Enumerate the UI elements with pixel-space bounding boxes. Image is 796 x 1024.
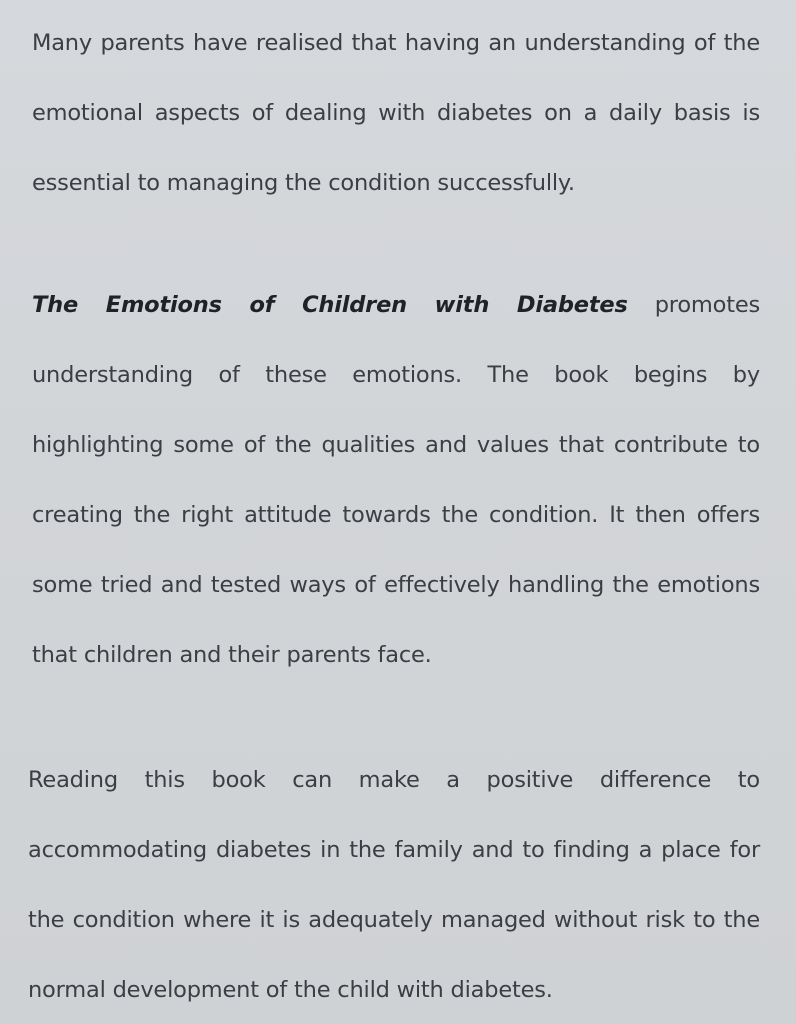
book-title: The Emotions of Children with Diabetes	[32, 292, 628, 318]
paragraph-benefits: Reading this book can make a positive difference to accommodating diabetes in the family and to finding a place for the condition where it is adequately managed without risk to the normal development of the child with diabetes.	[28, 767, 760, 1003]
paragraph-book-description	[32, 270, 760, 690]
paragraph-book-description-text: promotes understanding of these emotions. The book begins by highlighting some of the qualities and values that contribute to creating the right attitude towards the condition. It then offers some tried and tested ways of effectively handling the emotions that children and their parents face.	[32, 292, 760, 668]
paragraph-intro: Many parents have realised that having an understanding of the emotional aspects of dealing with diabetes on a daily basis is essential to managing the condition successfully.	[32, 30, 760, 196]
